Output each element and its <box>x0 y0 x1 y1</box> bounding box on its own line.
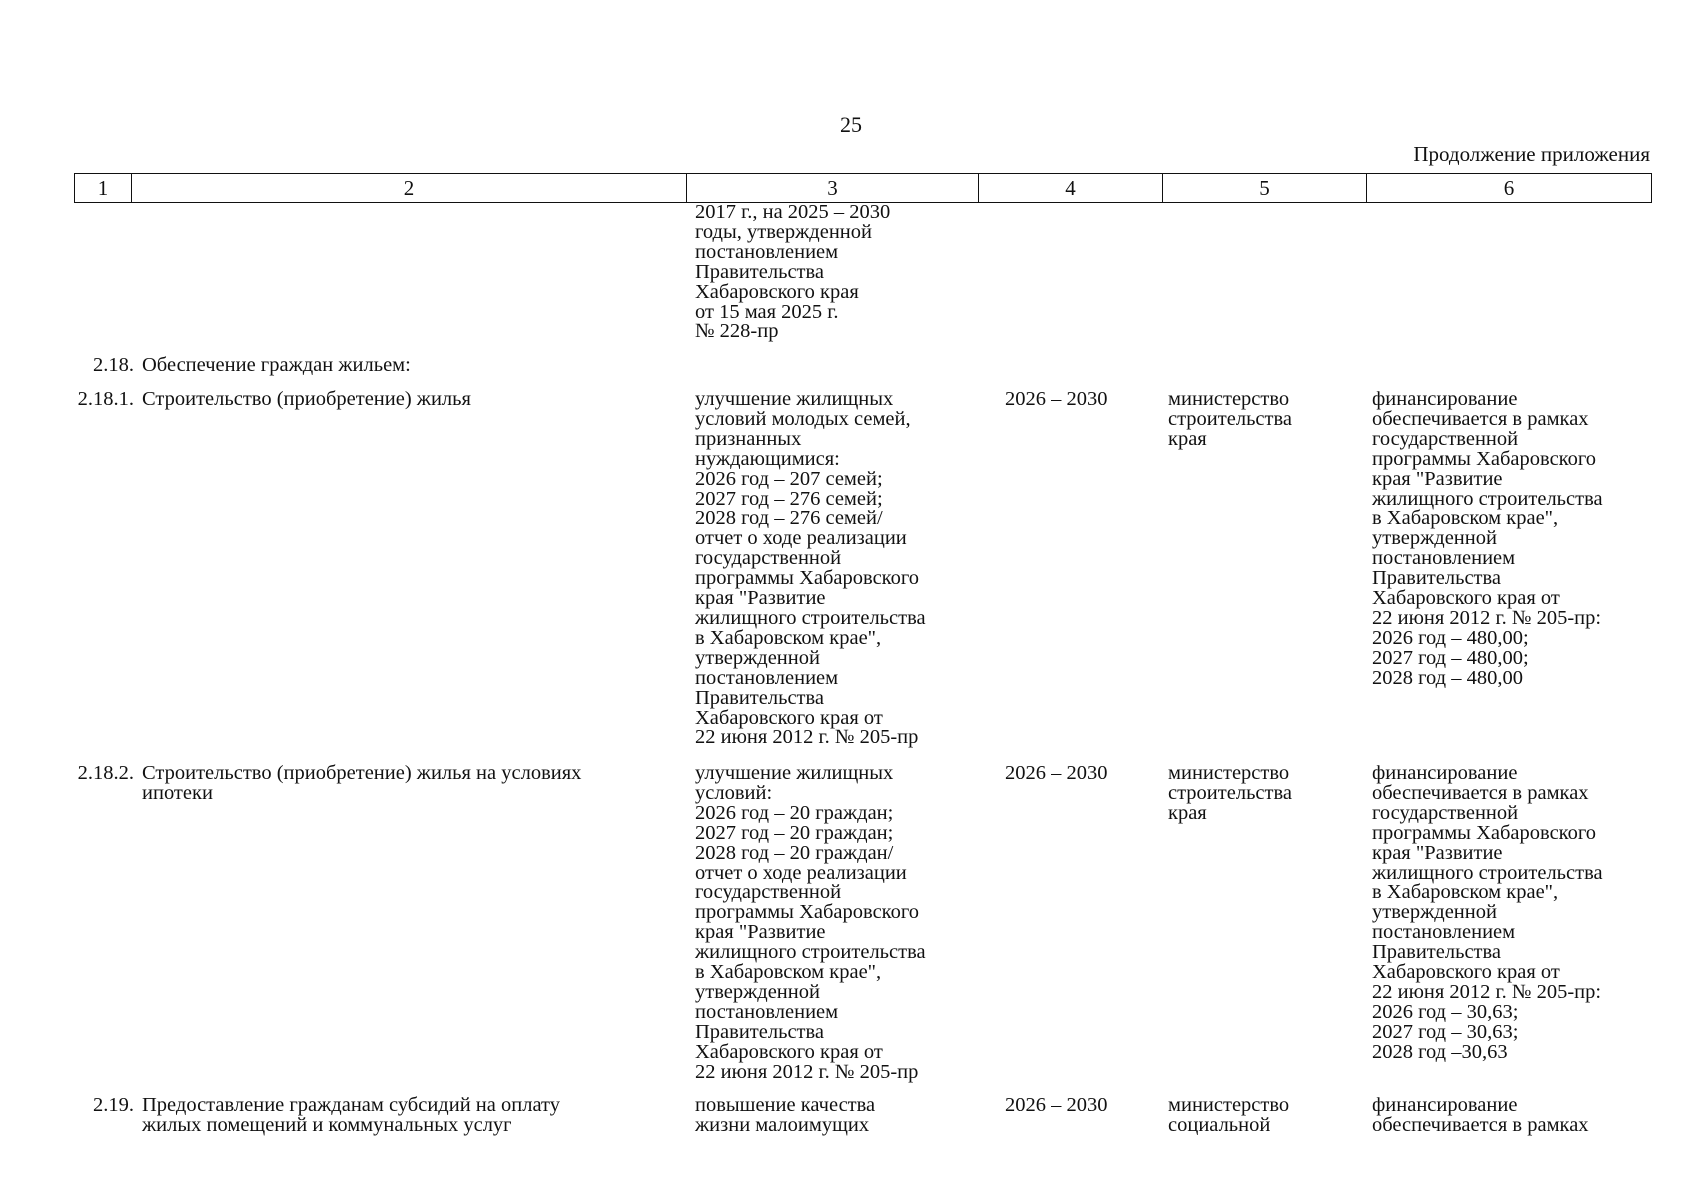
row-2-18-2-name: Строительство (приобретение) жилья на условиях ипотеки <box>142 762 582 804</box>
row-2-18-2-financing: финансирование обеспечивается в рамках государственной программы Хабаровского края "Развитие жилищного строительства в Хабаровском крае", утвержденной постановлением Правительства Хабаровского края от 22 июня 2012 г. № 205-пр: 2026 год – 30,63; 2027 год – 30,63; 2028 год –30,63 <box>1372 762 1603 1063</box>
row-2-19-executor: министерство социальной <box>1168 1094 1290 1136</box>
row-2-19-number: 2.19. <box>93 1094 134 1116</box>
row-2-18-name: Обеспечение граждан жильем: <box>142 354 411 376</box>
row-2-18-1-name: Строительство (приобретение) жилья <box>142 388 471 410</box>
row-2-18-1-financing: финансирование обеспечивается в рамках государственной программы Хабаровского края "Развитие жилищного строительства в Хабаровском крае", утвержденной постановлением Правительства Хабаровского края от 22 июня 2012 г. № 205-пр: 2026 год – 480,00; 2027 год – 480,00; 2028 год – 480,00 <box>1372 388 1603 689</box>
row-2-18-2-executor: министерство строительства края <box>1168 762 1292 824</box>
header-col-6: 6 <box>1503 176 1515 200</box>
row-2-19-result: повышение качества жизни малоимущих <box>695 1094 876 1136</box>
row-2-18-2-number: 2.18.2. <box>77 762 134 784</box>
page-number: 25 <box>840 112 862 137</box>
row-2-18-1-period: 2026 – 2030 <box>1005 388 1108 410</box>
header-col-1: 1 <box>75 174 132 202</box>
header-col-4: 4 <box>979 174 1163 202</box>
continuation-note: Продолжение приложения <box>1413 142 1650 166</box>
row-2-19-name: Предоставление гражданам субсидий на оплату жилых помещений и коммунальных услуг <box>142 1094 560 1136</box>
row-2-18-1-executor: министерство строительства края <box>1168 388 1292 450</box>
row-2-18-2-period: 2026 – 2030 <box>1005 762 1108 784</box>
row-2-18-1-result: улучшение жилищных условий молодых семей, признанных нуждающимися: 2026 год – 207 семей; 2027 год – 276 семей; 2028 год – 276 семей/ отчет о ходе реализации государственной программы Хабаровского края "Развитие жилищного строительства в Хабаровском крае", утвержденной постановлением Правительства Хабаровского края от 22 июня 2012 г. № 205-пр <box>695 388 926 749</box>
row-2-18-2-result: улучшение жилищных условий: 2026 год – 20 граждан; 2027 год – 20 граждан; 2028 год – 20 граждан/ отчет о ходе реализации государственной программы Хабаровского края "Развитие жилищного строительства в Хабаровском крае", утвержденной постановлением Правительства Хабаровского края от 22 июня 2012 г. № 205-пр <box>695 762 926 1083</box>
carryover-col3-text: 2017 г., на 2025 – 2030 годы, утвержденной постановлением Правительства Хабаровского края от 15 мая 2025 г. № 228-пр <box>695 201 891 343</box>
header-col-3: 3 <box>687 174 979 202</box>
header-col-2: 2 <box>132 174 687 202</box>
row-2-19-period: 2026 – 2030 <box>1005 1094 1108 1116</box>
row-2-18-number: 2.18. <box>93 354 134 376</box>
row-2-19-financing: финансирование обеспечивается в рамках <box>1372 1094 1589 1136</box>
header-col-5: 5 <box>1163 174 1367 202</box>
table-header-row <box>74 173 1652 203</box>
row-2-18-1-number: 2.18.1. <box>77 388 134 410</box>
